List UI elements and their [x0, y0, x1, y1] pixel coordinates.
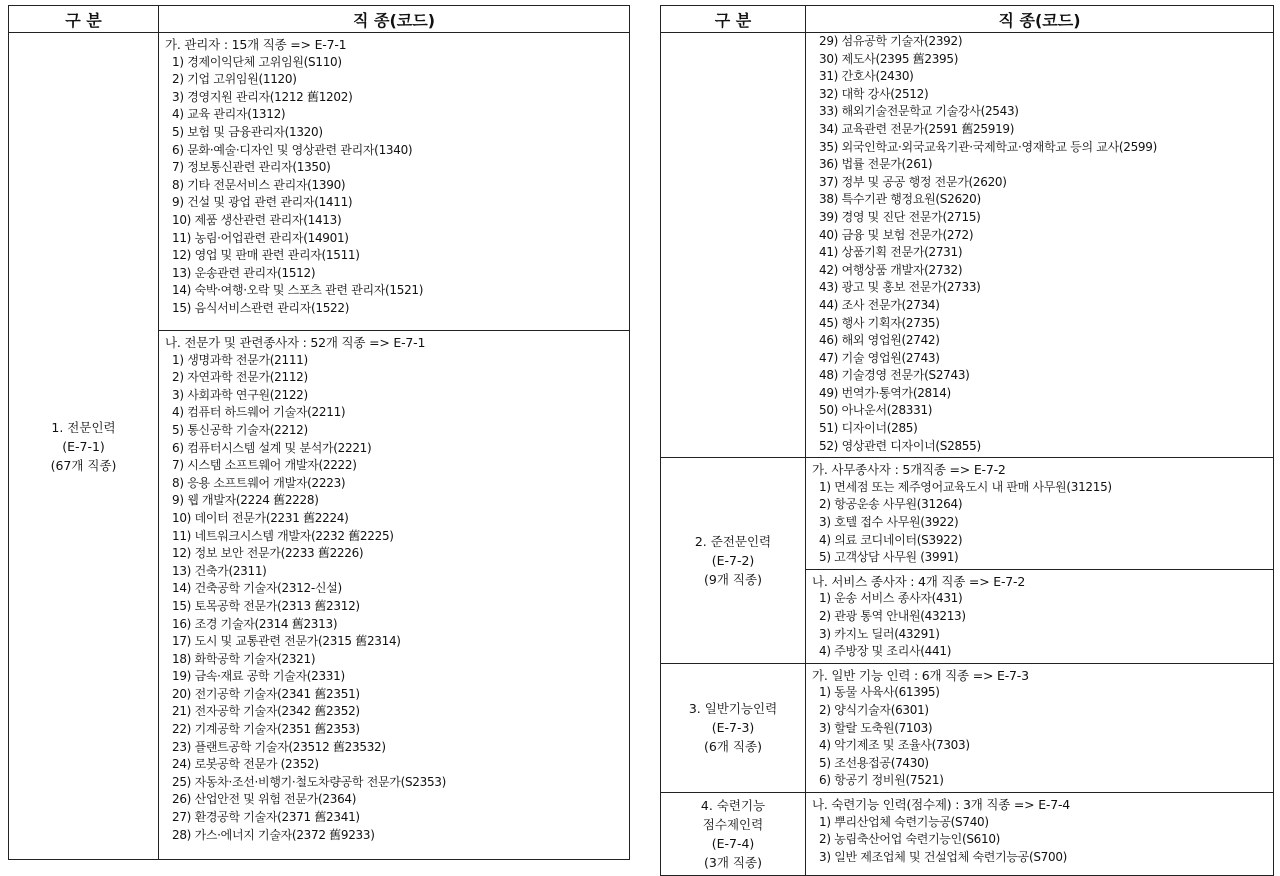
list-item: 42) 여행상품 개발자(2732) — [819, 262, 963, 277]
list-item: 51) 디자이너(285) — [819, 421, 918, 436]
list-item: 40) 금융 및 보험 전문가(272) — [819, 227, 974, 242]
list-item: 31) 간호사(2430) — [819, 69, 914, 84]
list-item: 5) 통신공학 기술자(2212) — [172, 422, 308, 437]
list-item: 23) 플랜트공학 기술자(23512 舊23532) — [172, 739, 386, 754]
list-item: 10) 제품 생산관련 관리자(1413) — [172, 212, 342, 227]
list-item: 44) 조사 전문가(2734) — [819, 297, 940, 312]
list-item: 2) 양식기술자(6301) — [819, 702, 929, 717]
list-item: 37) 정부 및 공공 행정 전문가(2620) — [819, 174, 1007, 189]
list-item: 3) 일반 제조업체 및 건설업체 숙련기능공(S700) — [819, 849, 1068, 864]
list-item: 12) 정보 보안 전문가(2233 舊2226) — [172, 546, 364, 561]
group-general-skilled-title: 가. 일반 기능 인력 : 6개 직종 => E-7-3 — [812, 667, 1029, 683]
category-skilled-points — [661, 792, 806, 875]
list-item: 38) 특수기관 행정요원(S2620) — [819, 192, 981, 207]
category-general-skilled — [661, 663, 806, 792]
list-item: 32) 대학 강사(2512) — [819, 86, 929, 101]
list-item: 16) 조경 기술자(2314 舊2313) — [172, 616, 338, 631]
list-item: 6) 문화·예술·디자인 및 영상관련 관리자(1340) — [172, 142, 413, 157]
group-experts — [159, 331, 630, 860]
category-line: (67개 직종) — [50, 457, 117, 473]
group-office-workers-title: 가. 사무종사자 : 5개직종 => E-7-2 — [812, 462, 1006, 478]
list-item: 9) 건설 및 광업 관련 관리자(1411) — [172, 195, 353, 210]
list-item: 17) 도시 및 교통관련 전문가(2315 舊2314) — [172, 634, 401, 649]
list-item: 50) 아나운서(28331) — [819, 403, 933, 418]
category-line: 3. 일반기능인력 — [688, 701, 778, 717]
list-item: 43) 광고 및 홍보 전문가(2733) — [819, 280, 981, 295]
category-line: (E-7-4) — [711, 835, 755, 851]
right-header-job: 직 종(코드) — [806, 6, 1274, 33]
list-item: 2) 기업 고위임원(1120) — [172, 72, 297, 87]
list-item: 6) 컴퓨터시스템 설계 및 분석가(2221) — [172, 440, 372, 455]
list-item: 3) 호텔 접수 사무원(3922) — [819, 515, 959, 530]
category-line: 1. 전문인력 — [51, 419, 116, 435]
group-skilled-points-title: 나. 숙련기능 인력(점수제) : 3개 직종 => E-7-4 — [812, 796, 1071, 812]
list-item: 3) 카지노 딜러(43291) — [819, 626, 940, 641]
list-item: 29) 섬유공학 기술자(2392) — [819, 34, 963, 48]
group-experts-title: 나. 전문가 및 관련종사자 : 52개 직종 => E-7-1 — [165, 335, 426, 350]
list-item: 3) 할랄 도축원(7103) — [819, 720, 933, 735]
list-item: 4) 악기제조 및 조율사(7303) — [819, 738, 970, 753]
category-professional — [9, 33, 159, 860]
group-managers — [159, 33, 630, 331]
group-office-workers — [806, 458, 1274, 570]
category-professional-continued — [661, 33, 806, 458]
list-item: 26) 산업안전 및 위험 전문가(2364) — [172, 792, 357, 807]
list-item: 30) 제도사(2395 舊2395) — [819, 51, 959, 66]
list-item: 2) 항공운송 사무원(31264) — [819, 497, 963, 512]
category-line: (E-7-2) — [711, 553, 755, 569]
list-item: 15) 토목공학 전문가(2313 舊2312) — [172, 598, 360, 613]
list-item: 3) 사회과학 연구원(2122) — [172, 387, 308, 402]
list-item: 11) 네트워크시스템 개발자(2232 舊2225) — [172, 528, 394, 543]
list-item: 5) 고객상담 사무원 (3991) — [819, 550, 959, 565]
category-line: 점수제인력 — [702, 816, 764, 832]
list-item: 11) 농림·어업관련 관리자(14901) — [172, 230, 349, 245]
list-item: 15) 음식서비스관련 관리자(1522) — [172, 300, 350, 315]
list-item: 9) 웹 개발자(2224 舊2228) — [172, 493, 319, 508]
list-item: 48) 기술경영 전문가(S2743) — [819, 368, 970, 383]
list-item: 2) 관광 통역 안내원(43213) — [819, 609, 966, 623]
list-item: 1) 경제이익단체 고위임원(S110) — [172, 54, 342, 69]
left-table — [8, 5, 630, 860]
right-header-row — [661, 6, 1274, 33]
list-item: 18) 화학공학 기술자(2321) — [172, 651, 316, 666]
list-item: 45) 행사 기획자(2735) — [819, 315, 940, 330]
left-header-category: 구 분 — [9, 6, 159, 33]
list-item: 33) 해외기술전문학교 기술강사(2543) — [819, 104, 1019, 119]
list-item: 46) 해외 영업원(2742) — [819, 333, 940, 348]
list-item: 1) 뿌리산업체 숙련기능공(S740) — [819, 814, 989, 829]
category-line: 2. 준전문인력 — [694, 534, 772, 550]
group-managers-title: 가. 관리자 : 15개 직종 => E-7-1 — [165, 37, 347, 52]
list-item: 7) 정보통신관련 관리자(1350) — [172, 160, 331, 175]
category-line: (6개 직종) — [704, 739, 762, 755]
right-table — [660, 5, 1274, 876]
list-item: 4) 컴퓨터 하드웨어 기술자(2211) — [172, 405, 346, 420]
category-line: 4. 숙련기능 — [700, 797, 766, 813]
group-general-skilled — [806, 663, 1274, 792]
category-line: (E-7-1) — [62, 438, 105, 454]
list-item: 3) 경영지원 관리자(1212 舊1202) — [172, 89, 353, 104]
right-header-category: 구 분 — [661, 6, 806, 33]
list-item: 21) 전자공학 기술자(2342 舊2352) — [172, 704, 360, 719]
list-item: 10) 데이터 전문가(2231 舊2224) — [172, 510, 349, 525]
list-item: 1) 운송 서비스 종사자(431) — [819, 591, 963, 606]
list-item: 1) 동물 사육사(61395) — [819, 685, 940, 700]
list-item: 7) 시스템 소프트웨어 개발자(2222) — [172, 458, 357, 473]
list-item: 4) 주방장 및 조리사(441) — [819, 644, 952, 659]
list-item: 8) 응용 소프트웨어 개발자(2223) — [172, 475, 346, 490]
list-item: 19) 금속·재료 공학 기술자(2331) — [172, 669, 345, 684]
list-item: 4) 의료 코디네이터(S3922) — [819, 532, 963, 547]
category-line: (E-7-3) — [711, 720, 755, 736]
list-item: 34) 교육관련 전문가(2591 舊25919) — [819, 121, 1015, 136]
list-item: 27) 환경공학 기술자(2371 舊2341) — [172, 810, 360, 825]
list-item: 47) 기술 영업원(2743) — [819, 350, 940, 365]
list-item: 5) 조선용접공(7430) — [819, 755, 929, 770]
category-semi-professional — [661, 458, 806, 664]
list-item: 1) 면세점 또는 제주영어교육도시 내 판매 사무원(31215) — [819, 479, 1112, 494]
list-item: 49) 번역가·통역가(2814) — [819, 385, 951, 400]
list-item: 1) 생명과학 전문가(2111) — [172, 352, 308, 367]
category-line: (3개 직종) — [704, 854, 762, 870]
list-item: 13) 운송관련 관리자(1512) — [172, 265, 316, 280]
list-item: 39) 경영 및 진단 전문가(2715) — [819, 209, 981, 224]
list-item: 22) 기계공학 기술자(2351 舊2353) — [172, 722, 360, 737]
group-service-workers — [806, 569, 1274, 663]
list-item: 2) 자연과학 전문가(2112) — [172, 370, 308, 385]
list-item: 25) 자동차·조선·비행기·철도차량공학 전문가(S2353) — [172, 774, 447, 789]
left-header-row — [9, 6, 630, 33]
list-item: 41) 상품기획 전문가(2731) — [819, 245, 963, 260]
list-item: 4) 교육 관리자(1312) — [172, 107, 286, 122]
left-header-job: 직 종(코드) — [159, 6, 630, 33]
group-skilled-points — [806, 792, 1274, 875]
list-item: 2) 농림축산어업 숙련기능인(S610) — [819, 832, 1001, 847]
list-item: 24) 로봇공학 전문가 (2352) — [172, 757, 319, 772]
group-experts-continued — [806, 33, 1274, 458]
list-item: 35) 외국인학교·외국교육기관·국제학교·영재학교 등의 교사(2599) — [819, 139, 1157, 154]
list-item: 36) 법률 전문가(261) — [819, 157, 933, 172]
list-item: 8) 기타 전문서비스 관리자(1390) — [172, 177, 346, 192]
list-item: 14) 숙박·여행·오락 및 스포츠 관련 관리자(1521) — [172, 283, 424, 298]
list-item: 14) 건축공학 기술자(2312-신설) — [172, 581, 342, 596]
list-item: 52) 영상관련 디자이너(S2855) — [819, 438, 981, 453]
category-line: (9개 직종) — [704, 572, 762, 588]
group-service-workers-title: 나. 서비스 종사자 : 4개 직종 => E-7-2 — [812, 573, 1026, 589]
list-item: 5) 보험 및 금융관리자(1320) — [172, 124, 323, 139]
list-item: 13) 건축가(2311) — [172, 563, 267, 578]
list-item: 6) 항공기 정비원(7521) — [819, 773, 944, 788]
list-item: 20) 전기공학 기술자(2341 舊2351) — [172, 686, 360, 701]
list-item: 12) 영업 및 판매 관련 관리자(1511) — [172, 248, 360, 263]
list-item: 28) 가스·에너지 기술자(2372 舊9233) — [172, 827, 375, 842]
